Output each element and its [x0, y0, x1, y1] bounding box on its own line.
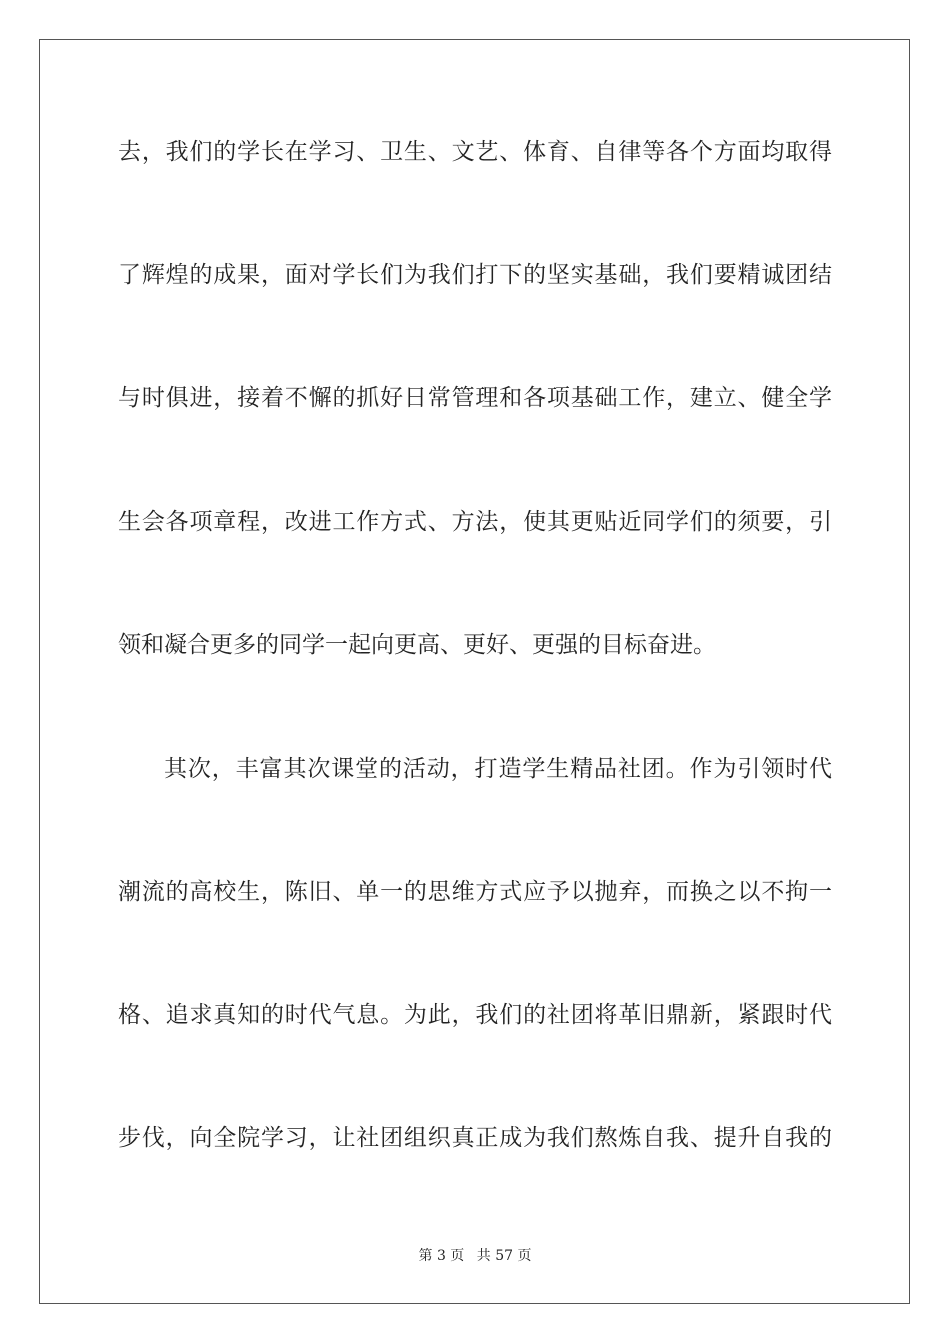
paragraph-line: 格、追求真知的时代气息。为此，我们的社团将革旧鼎新，紧跟时代: [118, 1002, 832, 1028]
paragraph-line: 领和凝合更多的同学一起向更高、更好、更强的目标奋进。: [118, 632, 716, 658]
paragraph-line: 步伐，向全院学习，让社团组织真正成为我们熬炼自我、提升自我的: [118, 1125, 832, 1151]
paragraph-line: 去，我们的学长在学习、卫生、文艺、体育、自律等各个方面均取得: [118, 139, 832, 165]
page-number: 第 3 页: [418, 1248, 465, 1264]
page-total: 共 57 页: [476, 1248, 532, 1264]
paragraph-line: 与时俱进，接着不懈的抓好日常管理和各项基础工作，建立、健全学: [118, 385, 832, 411]
paragraph-line: 了辉煌的成果，面对学长们为我们打下的坚实基础，我们要精诚团结: [118, 262, 832, 288]
paragraph-line: 生会各项章程，改进工作方式、方法，使其更贴近同学们的须要，引: [118, 509, 832, 535]
paragraph-line: 其次，丰富其次课堂的活动，打造学生精品社团。作为引领时代: [164, 756, 832, 782]
page-footer: [0, 1245, 950, 1265]
page-border: [39, 39, 910, 1304]
paragraph-line: 潮流的高校生，陈旧、单一的思维方式应予以抛弃，而换之以不拘一: [118, 879, 832, 905]
